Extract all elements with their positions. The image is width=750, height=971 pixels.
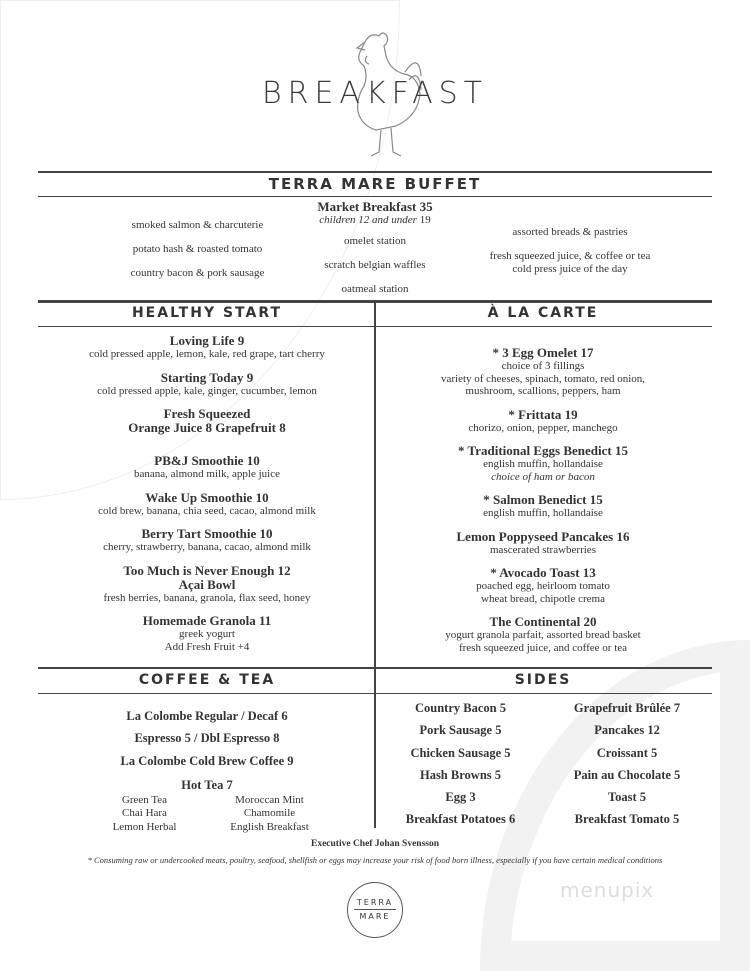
divider — [38, 171, 712, 173]
item-name: Lemon Poppyseed Pancakes 16 — [456, 528, 630, 544]
divider — [38, 196, 712, 197]
side-item: Country Bacon 5 — [415, 701, 506, 715]
item-name: * Avocado Toast 13 — [490, 565, 596, 580]
children-price: 19 — [419, 214, 431, 226]
item-name: * Frittata 19 — [508, 406, 578, 422]
item-description: banana, almond milk, apple juice — [133, 468, 280, 480]
page-title: BREAKFAST — [261, 76, 489, 111]
side-item: Hash Browns 5 — [419, 767, 502, 782]
children-label: children 12 and under — [319, 214, 417, 226]
terra-mare-logo — [347, 882, 403, 938]
item-description: mushroom, scallions, peppers, ham — [465, 385, 621, 397]
item-name: Açai Bowl — [178, 576, 236, 592]
side-item: Pain au Chocolate 5 — [573, 767, 681, 782]
buffet-item: country bacon & pork sausage — [130, 267, 265, 279]
item-name: Too Much is Never Enough 12 — [123, 562, 291, 578]
menu-item — [40, 614, 374, 653]
carte-header: À LA CARTE — [487, 305, 599, 321]
side-item: Pork Sausage 5 — [419, 723, 502, 738]
logo-text: MARE — [359, 912, 391, 921]
item-name: Loving Life 9 — [169, 333, 245, 348]
menu-item — [376, 408, 710, 435]
watermark: menupix — [560, 878, 655, 902]
buffet-left — [100, 219, 295, 280]
item-name: Orange Juice 8 Grapefruit 8 — [128, 420, 286, 435]
tea-item: Green Tea — [121, 793, 168, 806]
item-description: cold pressed apple, lemon, kale, red grape, tart cherry — [89, 348, 325, 360]
item-description: choice of 3 fillings — [501, 360, 585, 372]
item-name: Starting Today 9 — [160, 369, 254, 385]
item-description: Add Fresh Fruit +4 — [164, 640, 250, 653]
coffee-header: COFFEE & TEA — [138, 672, 276, 688]
healthy-header: HEALTHY START — [131, 305, 283, 321]
menu-item — [40, 527, 374, 554]
coffee-item: La Colombe Regular / Decaf 6 — [126, 709, 288, 723]
item-name: The Continental 20 — [489, 614, 597, 629]
tea-item: Lemon Herbal — [112, 820, 177, 833]
sides-right — [543, 697, 711, 831]
divider — [38, 667, 712, 669]
logo-text: TERRA — [356, 898, 394, 907]
menu-item — [40, 491, 374, 518]
item-name: Wake Up Smoothie 10 — [145, 489, 269, 505]
menu-item — [40, 407, 374, 435]
side-item: Breakfast Tomato 5 — [574, 812, 680, 827]
item-name: Homemade Granola 11 — [142, 613, 272, 628]
item-name: * Traditional Eggs Benedict 15 — [458, 443, 628, 458]
buffet-main-item: Market Breakfast 35 — [317, 199, 433, 214]
coffee-item: Espresso 5 / Dbl Espresso 8 — [134, 731, 280, 746]
item-description: fresh squeezed juice, and coffee or tea — [458, 641, 628, 654]
item-description: mascerated strawberries — [490, 543, 596, 556]
item-description: cherry, strawberry, banana, cacao, almond milk — [103, 541, 311, 553]
tea-item: Chai Hara — [122, 807, 167, 820]
sides-left — [378, 697, 543, 831]
item-description: greek yogurt — [179, 628, 235, 640]
side-item: Grapefruit Brûlée 7 — [573, 701, 681, 715]
item-name: Berry Tart Smoothie 10 — [141, 526, 273, 541]
healthy-list — [40, 334, 374, 663]
menu-item — [376, 444, 710, 483]
side-item: Breakfast Potatoes 6 — [405, 812, 516, 827]
item-description: poached egg, heirloom tomato — [476, 580, 610, 592]
buffet-header: TERRA MARE BUFFET — [268, 175, 482, 193]
buffet-right — [450, 226, 690, 276]
disclaimer: * Consuming raw or undercooked meats, poultry, seafood, shellfish or eggs may increase your risk of food born illness, especially if you have certain medical conditions — [87, 855, 663, 865]
coffee-list — [40, 705, 374, 834]
menu-item — [40, 371, 374, 398]
item-description: cold pressed apple, kale, ginger, cucumber, lemon — [97, 384, 317, 397]
buffet-item: omelet station — [343, 235, 406, 247]
menu-item — [376, 346, 710, 398]
side-item: Chicken Sausage 5 — [410, 745, 511, 760]
sides-header: SIDES — [514, 672, 572, 688]
menu-item — [376, 566, 710, 605]
tea-item: Moroccan Mint — [235, 793, 304, 806]
item-description: variety of cheeses, spinach, tomato, red onion, — [440, 372, 646, 385]
item-description: wheat bread, chipotle crema — [481, 592, 605, 605]
divider — [38, 693, 712, 694]
buffet-item: oatmeal station — [341, 283, 409, 295]
carte-list — [376, 346, 710, 664]
buffet-item: assorted breads & pastries — [512, 226, 628, 238]
buffet-children-price — [290, 214, 460, 227]
menu-item — [376, 493, 710, 520]
buffet-item: smoked salmon & charcuterie — [131, 219, 264, 231]
buffet-item: scratch belgian waffles — [324, 259, 426, 271]
buffet-item: potato hash & roasted tomato — [132, 243, 263, 255]
item-description: chorizo, onion, pepper, manchego — [468, 421, 618, 434]
item-description: english muffin, hollandaise — [483, 458, 603, 470]
buffet-item: cold press juice of the day — [512, 263, 628, 275]
menu-item — [40, 564, 374, 605]
menu-item — [40, 334, 374, 361]
side-item: Egg 3 — [445, 790, 476, 805]
item-name: Fresh Squeezed — [163, 406, 251, 421]
item-description: fresh berries, banana, granola, flax seed, honey — [103, 591, 311, 604]
item-description: yogurt granola parfait, assorted bread basket — [445, 629, 641, 641]
hot-tea: Hot Tea 7 — [181, 777, 233, 792]
buffet-center — [290, 200, 460, 296]
item-name: * 3 Egg Omelet 17 — [492, 345, 594, 360]
item-note: choice of ham or bacon — [491, 470, 595, 483]
menu-item — [40, 454, 374, 481]
item-description: english muffin, hollandaise — [483, 507, 603, 519]
item-name: PB&J Smoothie 10 — [154, 453, 260, 468]
side-item: Pancakes 12 — [594, 723, 660, 738]
menu-item — [376, 530, 710, 557]
side-item: Toast 5 — [607, 790, 647, 805]
item-name: * Salmon Benedict 15 — [483, 492, 603, 507]
tea-item: English Breakfast — [230, 820, 309, 833]
menu-item — [376, 615, 710, 654]
side-item: Croissant 5 — [596, 745, 658, 760]
divider — [38, 326, 712, 327]
tea-list — [82, 794, 332, 835]
chef-credit: Executive Chef Johan Svensson — [311, 839, 439, 849]
tea-item: Chamomile — [243, 807, 296, 820]
buffet-item: fresh squeezed juice, & coffee or tea — [489, 250, 651, 262]
coffee-item: La Colombe Cold Brew Coffee 9 — [120, 753, 294, 768]
item-description: cold brew, banana, chia seed, cacao, almond milk — [98, 504, 316, 517]
